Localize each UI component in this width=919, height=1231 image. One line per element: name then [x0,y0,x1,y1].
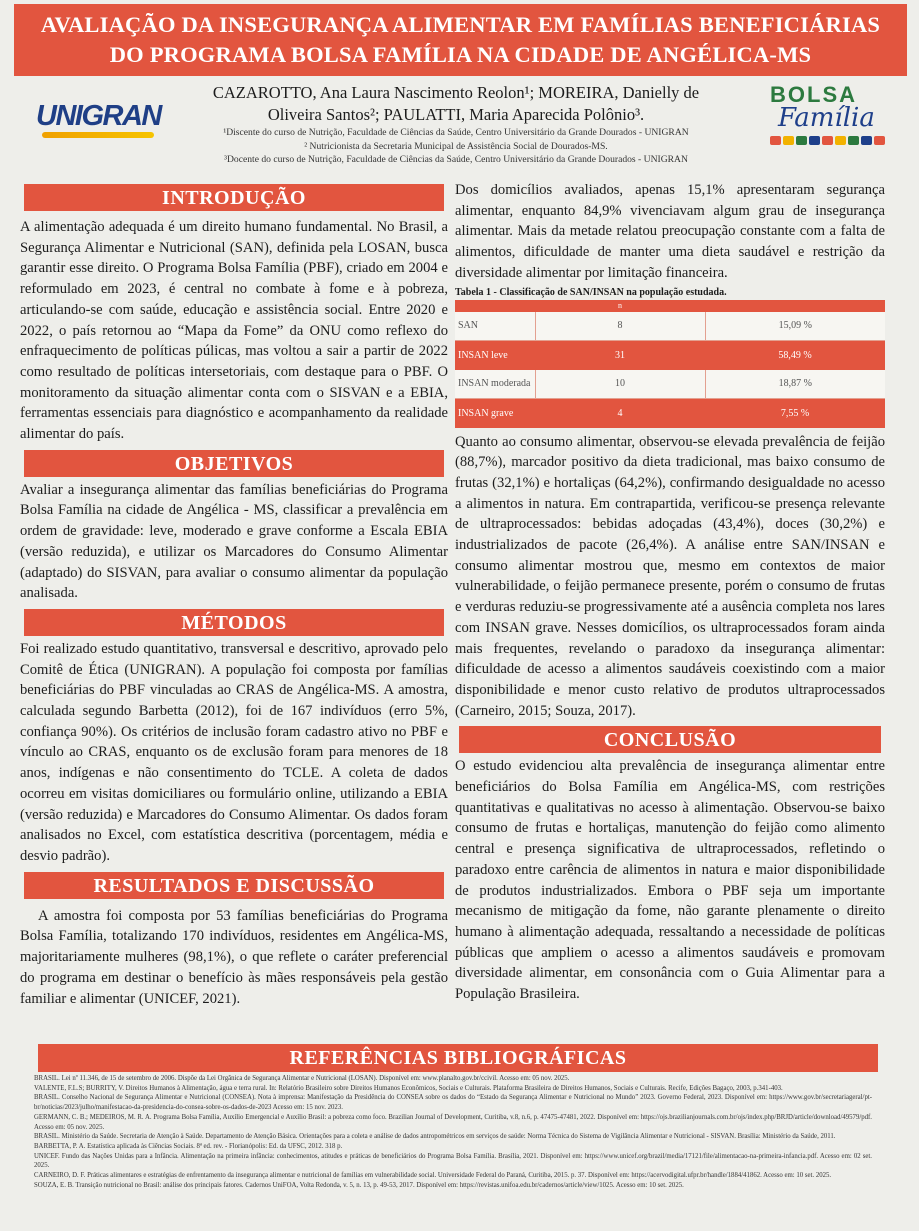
introducao-heading: INTRODUÇÃO [24,184,444,211]
table-row-pct: 18,87 % [705,370,885,399]
table-row [455,399,885,428]
reference-item: BRASIL. Lei nº 11.346, de 15 de setembro de 2006. Dispõe da Lei Orgânica de Segurança Alimentar e Nutricional (LOSAN). Disponível em: www.planalto.gov.br/ccivil. Acesso em: 05 nov. 2025. [34,1075,570,1082]
affiliation-3: ³Docente do curso de Nutrição, Faculdade de Ciências da Saúde, Centro Universitário da Grande Dourados - UNIGRAN [224,154,688,165]
unigran-logo [36,100,161,140]
table-row [455,370,885,399]
san-insan-table [455,300,885,428]
table-row-label: SAN [455,312,535,341]
table-header-n: n [535,300,705,312]
bolsa-familia-logo-word2: Família [778,103,875,133]
authors-line-1: CAZAROTTO, Ana Laura Nascimento Reolon¹; MOREIRA, Danielly de [212,83,700,102]
table-row-n: 4 [535,399,705,428]
bolsa-familia-logo-strip [770,136,900,145]
unigran-logo-swoosh [42,132,154,138]
resultados-heading: RESULTADOS E DISCUSSÃO [24,872,444,899]
unigran-logo-text: UNIGRAN [36,100,161,132]
reference-item: BRASIL. Conselho Nacional de Segurança Alimentar e Nutricional (CONSEA). Nota à imprensa: Manifestação da Presidência do CONSEA sobre os dados do “Estado da Segurança Alimentar e Nutricional no Mundo” 2023. Governo Federal, 2023. Disponível em: https://www.gov.br/secretariageral/pt-br/noticias/2023/julho/manifestacao-da-presidencia-do-consea-sobre-os-dados-de-2023 Acesso em: 15 nov. 2023. [34,1094,872,1112]
table-row-n: 8 [535,312,705,341]
reference-item: VALENTE, F.L.S; BURRITY, V. Direitos Humanos à Alimentação, água e terra rural. In: Relatório Brasileiro sobre Direitos Humanos Econômicos, Sociais e Culturais. Plataforma Brasileira de Direitos Humanos, Sociais e Culturais. Recife, Edições Bagaço, 2003, p.341-403. [34,1084,783,1092]
affiliation-1: ¹Discente do curso de Nutrição, Faculdade de Ciências da Saúde, Centro Universitário da Grande Dourados - UNIGRAN [223,127,689,138]
authors-line-2: Oliveira Santos²; PAULATTI, Maria Aparecida Polônio³. [267,105,645,124]
table-row-pct: 15,09 % [705,312,885,341]
referencias-heading: REFERÊNCIAS BIBLIOGRÁFICAS [38,1044,878,1072]
bolsa-familia-logo [770,84,900,154]
reference-item: GERMANN, C. B.; MEDEIROS, M. R. A. Programa Bolsa Família, Auxílio Emergencial e Auxílio Brasil: a pobreza como foco. Brazilian Journal of Development, Curitiba, v.8, n.6, p. 47475-47481, 2022. Disponível em: https://ojs.brazilianjournals.com.br/ojs/index.php/BRJD/article/download/49579/pdf. Acesso em: 05 nov. 2025. [34,1113,872,1131]
table-row-label: INSAN moderada [455,370,535,399]
table-row [455,341,885,370]
resultados-text-left: A amostra foi composta por 53 famílias beneficiárias do Programa Bolsa Família, totalizando 170 indivíduos, residentes em Angélica-MS, majoritariamente mulheres (98,1%), o que reflete o caráter preferencial do programa em destinar o benefício às mães responsáveis pela gestão familiar e alimentar (UNICEF, 2021). [20,907,448,1007]
resultados-text-right-top: Dos domicílios avaliados, apenas 15,1% apresentaram segurança alimentar, enquanto 84,9% vivenciavam algum grau de insegurança alimentar. Mais da metade relatou preocupação constante com a falta de alimentos, dificuldade de manter uma dieta saudável e restrição da diversidade alimentar por limitação financeira. [455,182,885,281]
bolsa-familia-logo-word1: BOLSA [770,82,857,107]
reference-item: SOUZA, E. B. Transição nutricional no Brasil: análise dos principais fatores. Cadernos UniFOA, Volta Redonda, v. 5, n. 13, p. 49-53, 2017. Disponível em: https://revistas.unifoa.edu.br/cadernos/article/view/1025. Acesso em: 10 set. 2025. [34,1181,684,1189]
reference-item: CARNEIRO, D. F. Práticas alimentares e estratégias de enfrentamento da insegurança alimentar e nutricional de famílias em vulnerabilidade social. Universidade Federal do Paraná, Curitiba, 2015. p. 37. Disponível em: https://acervodigital.ufpr.br/handle/1884/41862. Acesso em: 10 set. 2025. [34,1172,832,1180]
title-line-2: DO PROGRAMA BOLSA FAMÍLIA NA CIDADE DE ANGÉLICA-MS [109,42,812,67]
introducao-text: A alimentação adequada é um direito humano fundamental. No Brasil, a Segurança Alimentar e Nutricional (SAN), definida pela LOSAN, busca garantir esse direito. O Programa Bolsa Família (PBF), criado em 2004 e reformulado em 2023, é central no combate à fome e à pobreza, articulando-se com saúde, educação e assistência social. Entre 2020 e 2022, o país retornou ao “Mapa da Fome” da ONU como reflexo do enfraquecimento de políticas púlicas, mas voltou a sair a partir de 2022 como resultado de políticas intersetoriais, com destaque para o PBF. O monitoramento da situação alimentar conta com o SISVAN e a EBIA, ferramentas essenciais para diagnóstico e acompanhamento da realidade alimentar do país. [20,219,448,443]
objetivos-heading: OBJETIVOS [24,450,444,477]
right-column [455,184,885,1005]
objetivos-text: Avaliar a insegurança alimentar das famílias beneficiárias do Programa Bolsa Família na cidade de Angélica - MS, classificar a prevalência em ordem de gravidade: leve, moderado e grave conforme a Escala EBIA (versão reduzida), e utilizar os Marcadores do Consumo Alimentar (adaptado) do SISVAN, para avaliar o consumo alimentar da população analisada. [20,481,448,602]
authors-block [176,82,736,167]
table-row-n: 31 [535,341,705,370]
table-row [455,312,885,341]
conclusao-text: O estudo evidenciou alta prevalência de insegurança alimentar entre beneficiários do Bolsa Família em Angélica-MS, com restrições quantitativas e qualitativas no acesso à alimentação. Observou-se baixo consumo de frutas e hortaliças, manutenção do feijão como alimento central e presença significativa de ultraprocessados, refletindo o paradoxo entre carência de alimentos in natura e maior disponibilidade de produtos industrializados. Embora o PBF seja um importante mecanismo de mitigação da fome, não garante plenamente o direito humano à alimentação adequada, ressaltando a necessidade de políticas públicas que ampliem o acesso a alimentos saudáveis e promovam diversidade alimentar, em consonância com o Guia Alimentar para a População Brasileira. [455,758,885,1003]
reference-item: UNICEF. Fundo das Nações Unidas para a Infância. Alimentação na primeira infância: conhecimentos, atitudes e práticas de beneficiários do Programa Bolsa Família. Brasília, 2021. Disponível em: https://www.unicef.org/brazil/media/17121/file/alimentacao-na-primeira-infancia.pdf. Acesso em: 02 set. 2025. [34,1152,872,1170]
table-row-n: 10 [535,370,705,399]
left-column [20,184,448,1009]
reference-item: BARBETTA, P. A. Estatística aplicada às Ciências Sociais. 8ª ed. rev. - Florianópolis: Ed. da UFSC, 2012. 318 p. [34,1142,343,1150]
affiliation-2: ² Nutricionista da Secretaria Municipal de Assistência Social de Dourados-MS. [304,140,608,152]
table-caption: Tabela 1 - Classificação de SAN/INSAN na população estudada. [455,286,727,298]
metodos-text: Foi realizado estudo quantitativo, transversal e descritivo, aprovado pelo Comitê de Ética (UNIGRAN). A população foi composta por famílias beneficiárias do PBF vinculadas ao CRAS de Angélica-MS. A amostra, calculada segundo Barbetta (2012), foi de 167 indivíduos (erro 5%, confiança 90%). Os critérios de inclusão foram cadastro ativo no PBF e vínculo ao CRAS, enquanto os de exclusão foram para menores de 18 anos, indígenas e não consentimento do TCLE. A coleta de dados ocorreu em visitas domiciliares ou formulário online, utilizando a EBIA (versão reduzida) e Marcadores do Consumo Alimentar. Os dados foram analisados no Excel, com estatística descritiva (porcentagem, média e desvio padrão). [20,640,448,864]
reference-item: BRASIL. Ministério da Saúde. Secretaria de Atenção à Saúde. Departamento de Atenção Básica. Orientações para a coleta e análise de dados antropométricos em serviços de saúde: Norma Técnica do Sistema de Vigilância Alimentar e Nutricional - SISVAN. Brasília: Ministério da Saúde, 2011. [34,1133,836,1141]
resultados-text-right-bottom: Quanto ao consumo alimentar, observou-se elevada prevalência de feijão (88,7%), marcador positivo da dieta tradicional, mas baixo consumo de frutas (32,1%) e hortaliças (64,2%), confirmando desigualdade no acesso a alimentos in natura. Em contrapartida, verificou-se presença relevante de ultraprocessados: bebidas adoçadas (43,4%), doces (30,2%) e industrializados de pacote (26,4%). A análise entre SAN/INSAN e consumo alimentar mostrou que, mesmo em contextos de maior vulnerabilidade, o feijão permanece presente, porém o consumo de frutas e verduras reduziu-se progressivamente até a ausência completa nos lares com INSAN grave. Nesses domicílios, os ultraprocessados foram ainda mais frequentes, revelando o paradoxo da insegurança alimentar: dificuldade de acesso a alimentos saudáveis coexistindo com a maior disponibilidade e menor custo relativo de produtos ultraprocessados (Carneiro, 2015; Souza, 2017). [455,433,885,719]
table-row-label: INSAN leve [455,341,535,370]
table-header-row [455,300,885,312]
referencias-list [34,1074,872,1190]
conclusao-heading: CONCLUSÃO [459,726,881,753]
title-line-1: AVALIAÇÃO DA INSEGURANÇA ALIMENTAR EM FAMÍLIAS BENEFICIÁRIAS [40,12,881,37]
metodos-heading: MÉTODOS [24,609,444,636]
table-row-label: INSAN grave [455,399,535,428]
table-row-pct: 7,55 % [705,399,885,428]
table-row-pct: 58,49 % [705,341,885,370]
poster-title [14,4,907,76]
